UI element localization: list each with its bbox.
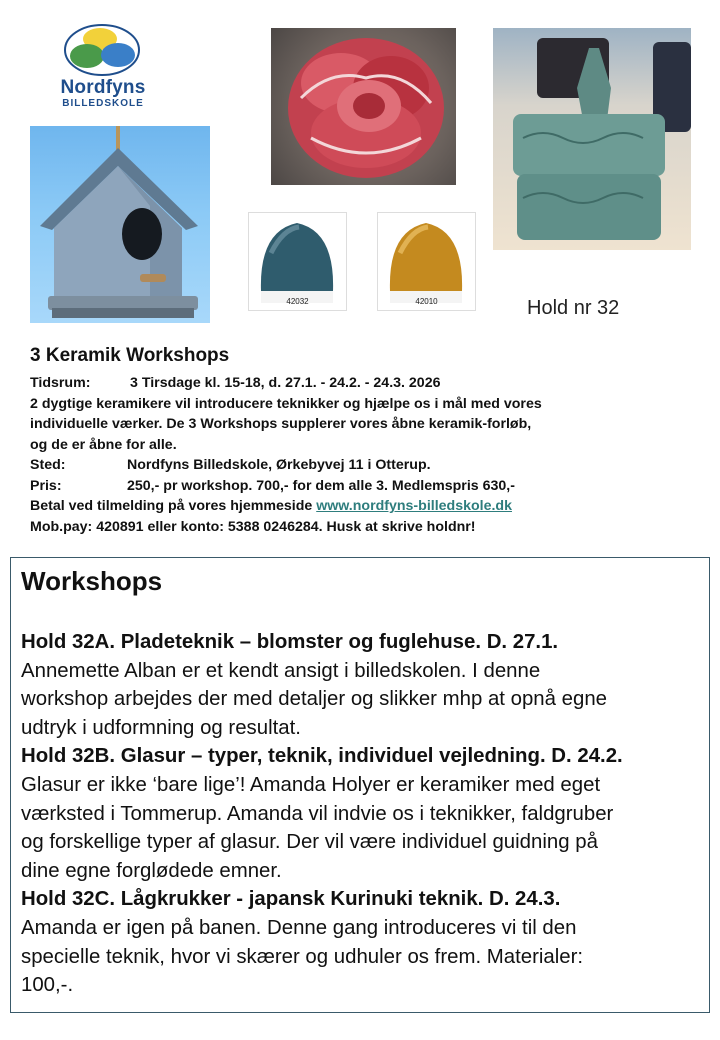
sted-label: Sted:	[30, 457, 66, 473]
workshop-info	[30, 345, 700, 537]
pris-line	[30, 476, 700, 497]
glaze-sample-number: 42010	[415, 297, 438, 306]
sted-value: Nordfyns Billedskole, Ørkebyvej 11 i Otterup.	[127, 457, 431, 473]
workshop-text: 100,-.	[21, 974, 74, 997]
website-link[interactable]: www.nordfyns-billedskole.dk	[316, 498, 512, 514]
workshops-content	[21, 628, 705, 1000]
pris-value: 250,- pr workshop. 700,- for dem alle 3. Medlemspris 630,-	[127, 477, 515, 494]
workshop-text: workshop arbejdes der med detaljer og slikker mhp at opnå egne	[21, 688, 608, 711]
glaze-sample-number: 42032	[286, 297, 309, 306]
logo-name: Nordfyns	[60, 77, 146, 98]
info-title: 3 Keramik Workshops	[30, 345, 230, 366]
workshops-box	[10, 557, 710, 1013]
workshop-text: Annemette Alban er et kendt ansigt i billedskolen. I denne	[21, 659, 541, 682]
description-line: og de er åbne for alle.	[30, 436, 177, 453]
sted-line	[30, 455, 700, 476]
workshop-text: Glasur er ikke ‘bare lige’! Amanda Holyer er keramiker med eget	[21, 773, 601, 796]
logo-subtitle: BILLEDSKOLE	[62, 98, 144, 109]
description-line: 2 dygtige keramikere vil introducere teknikker og hjælpe os i mål med vores	[30, 395, 542, 412]
workshop-heading: Hold 32B. Glasur – typer, teknik, individuel vejledning. D. 24.2.	[21, 745, 623, 768]
workshops-title: Workshops	[21, 566, 163, 596]
nordfyns-billedskole-logo	[44, 20, 162, 120]
glaze-sample-blue-photo	[248, 212, 347, 311]
hold-number: Hold nr 32	[527, 297, 620, 319]
workshop-text: dine egne forglødede emner.	[21, 859, 282, 882]
tidsrum-label: Tidsrum:	[30, 375, 91, 391]
tidsrum-value: 3 Tirsdage kl. 15-18, d. 27.1. - 24.2. - 24.3. 2026	[130, 375, 441, 391]
description-line: individuelle værker. De 3 Workshops supplerer vores åbne keramik-forløb,	[30, 416, 532, 432]
lidded-jar-photo	[493, 28, 691, 250]
workshop-text: og forskellige typer af glasur. Der vil være individuel guidning på	[21, 831, 598, 854]
workshop-text: udtryk i udformning og resultat.	[21, 716, 301, 739]
logo-blobs-icon	[44, 20, 162, 80]
workshop-heading: Hold 32A. Pladeteknik – blomster og fuglehuse. D. 27.1.	[21, 631, 559, 653]
workshop-heading: Hold 32C. Lågkrukker - japansk Kurinuki teknik. D. 24.3.	[21, 888, 561, 911]
birdhouse-photo	[30, 126, 210, 323]
tidsrum-line	[30, 373, 700, 394]
mobilepay-line: Mob.pay: 420891 eller konto: 5388 0246284. Husk at skrive holdnr!	[30, 518, 476, 535]
ceramic-rose-photo	[271, 28, 456, 185]
glaze-sample-amber-photo	[377, 212, 476, 311]
workshop-text: specielle teknik, hvor vi skærer og udhuler os frem. Materialer:	[21, 945, 584, 968]
payment-line	[30, 496, 700, 517]
workshop-text: Amanda er igen på banen. Denne gang introduceres vi til den	[21, 916, 577, 939]
pris-label: Pris:	[30, 477, 62, 494]
workshop-text: værksted i Tommerup. Amanda vil indvie os i teknikker, faldgruber	[21, 802, 614, 825]
payment-text: Betal ved tilmelding på vores hjemmeside	[30, 498, 317, 514]
